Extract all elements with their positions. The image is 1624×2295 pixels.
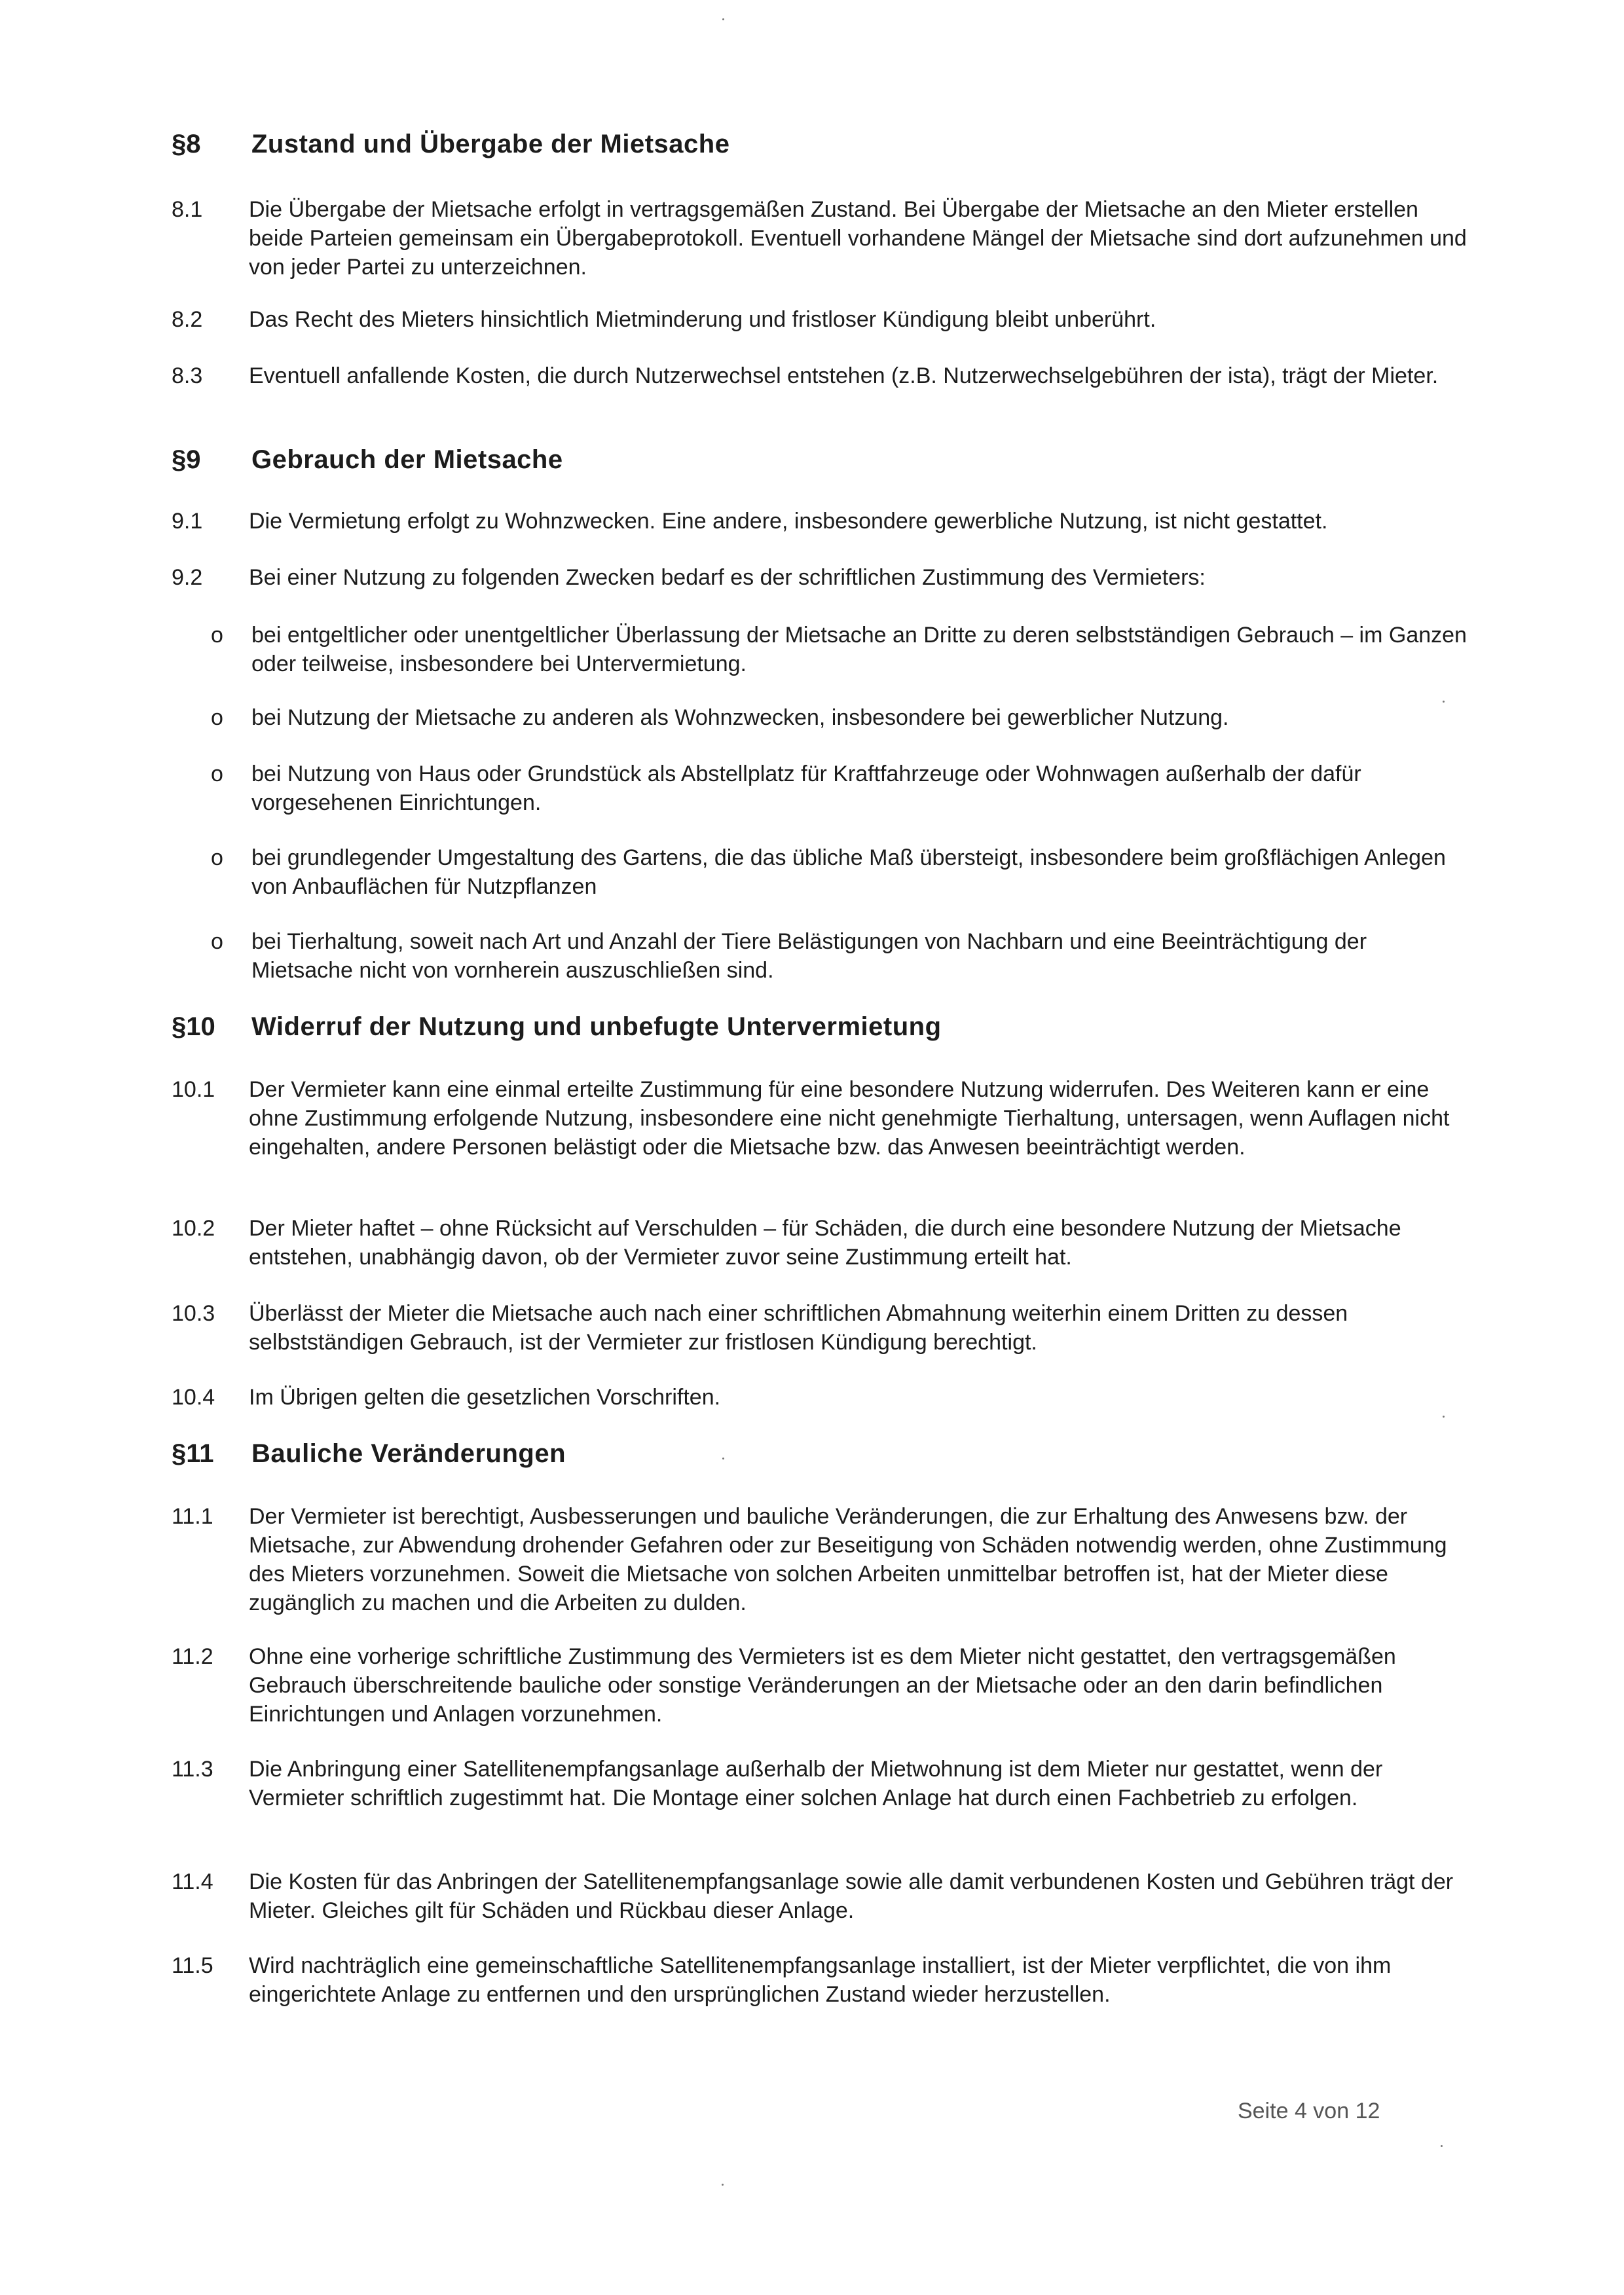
clause-number: 11.3 [172,1757,213,1782]
scan-speck [722,1458,724,1460]
section-title: Widerruf der Nutzung und unbefugte Untervermietung [251,1012,942,1041]
scan-speck [1441,2145,1443,2147]
list-item-text: bei Nutzung der Mietsache zu anderen als Wohnzwecken, insbesondere bei gewerblicher Nutzung. [251,705,1229,730]
clause-number: 8.2 [172,307,203,332]
clause-text: Die Anbringung einer Satellitenempfangsanlage außerhalb der Mietwohnung ist dem Mieter nur gestattet, wenn der Vermieter schriftlich zugestimmt hat. Die Montage einer solchen Anlage hat durch einen Fachbetrieb zu erfolgen. [249,1757,1383,1810]
clause-text: Bei einer Nutzung zu folgenden Zwecken bedarf es der schriftlichen Zustimmung des Vermieters: [249,565,1206,590]
bullet-marker: o [211,623,223,648]
list-item-text: bei Nutzung von Haus oder Grundstück als Abstellplatz für Kraftfahrzeuge oder Wohnwagen außerhalb der dafür vorgesehenen Einrichtungen. [251,762,1361,815]
clause-11-1 [172,1502,1481,1617]
section-title: Zustand und Übergabe der Mietsache [251,130,730,158]
clause-number: 9.2 [172,565,203,590]
clause-8-3 [172,361,1481,390]
section-heading-8 [172,130,729,159]
section-number: §8 [172,130,201,158]
list-item [211,703,1494,732]
page-number: Seite 4 von 12 [1238,2099,1380,2123]
bullet-marker: o [211,929,223,954]
clause-11-4 [172,1867,1481,1925]
clause-text: Wird nachträglich eine gemeinschaftliche Satellitenempfangsanlage installiert, ist der Mieter verpflichtet, die von ihm eingerichtete Anlage zu entfernen und den ursprünglichen Zustand wieder herzustellen. [249,1953,1392,2007]
clause-text: Der Mieter haftet – ohne Rücksicht auf Verschulden – für Schäden, die durch eine besondere Nutzung der Mietsache entstehen, unabhängig davon, ob der Vermieter zuvor seine Zustimmung erteilt hat. [249,1216,1401,1270]
clause-number: 10.1 [172,1077,215,1102]
clause-text: Im Übrigen gelten die gesetzlichen Vorschriften. [249,1385,721,1410]
scan-speck [722,2184,724,2186]
bullet-marker: o [211,705,223,730]
clause-text: Die Übergabe der Mietsache erfolgt in vertragsgemäßen Zustand. Bei Übergabe der Mietsache an den Mieter erstellen beide Parteien gemeinsam ein Übergabeprotokoll. Eventuell vorhandene Mängel der Mietsache sind dort aufzunehmen und von jeder Partei zu unterzeichnen. [249,197,1467,280]
clause-number: 8.1 [172,197,203,222]
section-heading-11 [172,1439,566,1469]
clause-number: 8.3 [172,363,203,388]
clause-number: 11.1 [172,1504,213,1529]
clause-8-1 [172,195,1481,282]
section-title: Bauliche Veränderungen [251,1439,566,1468]
clause-text: Das Recht des Mieters hinsichtlich Mietminderung und fristloser Kündigung bleibt unberührt. [249,307,1156,332]
list-item [211,760,1494,817]
clause-10-2 [172,1214,1481,1272]
clause-text: Der Vermieter kann eine einmal erteilte Zustimmung für eine besondere Nutzung widerrufen. Des Weiteren kann er eine ohne Zustimmung erfolgende Nutzung, insbesondere eine nicht genehmigte Tierhaltung, untersagen, wenn Auflagen nicht eingehalten, andere Personen belästigt oder die Mietsache bzw. das Anwesen beeinträchtigt werden. [249,1077,1450,1160]
scan-speck [722,18,724,20]
clause-text: Die Vermietung erfolgt zu Wohnzwecken. Eine andere, insbesondere gewerbliche Nutzung, ist nicht gestattet. [249,509,1328,534]
clause-number: 10.2 [172,1216,215,1241]
clause-text: Überlässt der Mieter die Mietsache auch nach einer schriftlichen Abmahnung weiterhin einem Dritten zu dessen selbstständigen Gebrauch, ist der Vermieter zur fristlosen Kündigung berechtigt. [249,1301,1348,1355]
list-item-text: bei grundlegender Umgestaltung des Gartens, die das übliche Maß übersteigt, insbesondere beim großflächigen Anlegen von Anbauflächen für Nutzpflanzen [251,845,1446,899]
list-item [211,843,1494,901]
clause-11-2 [172,1642,1481,1729]
bullet-marker: o [211,845,223,870]
clause-number: 10.4 [172,1385,215,1410]
section-heading-9 [172,445,563,475]
clause-9-2 [172,563,1481,592]
section-number: §10 [172,1012,215,1041]
clause-number: 11.4 [172,1869,213,1894]
section-title: Gebrauch der Mietsache [251,445,563,474]
scan-speck [1443,1416,1445,1418]
clause-9-1 [172,507,1481,536]
clause-number: 9.1 [172,509,203,534]
clause-text: Eventuell anfallende Kosten, die durch Nutzerwechsel entstehen (z.B. Nutzerwechselgebühren der ista), trägt der Mieter. [249,363,1439,388]
section-heading-10 [172,1012,942,1042]
clause-text: Ohne eine vorherige schriftliche Zustimmung des Vermieters ist es dem Mieter nicht gestattet, den vertragsgemäßen Gebrauch überschreitende bauliche oder sonstige Veränderungen an der Mietsache oder an den darin befindlichen Einrichtungen und Anlagen vorzunehmen. [249,1644,1396,1727]
list-item-text: bei Tierhaltung, soweit nach Art und Anzahl der Tiere Belästigungen von Nachbarn und eine Beeinträchtigung der Mietsache nicht von vornherein auszuschließen sind. [251,929,1367,983]
clause-11-3 [172,1755,1481,1812]
clause-10-1 [172,1075,1481,1162]
list-item-text: bei entgeltlicher oder unentgeltlicher Überlassung der Mietsache an Dritte zu deren selbstständigen Gebrauch – im Ganzen oder teilweise, insbesondere bei Untervermietung. [251,623,1467,676]
section-number: §9 [172,445,201,474]
bullet-marker: o [211,762,223,786]
clause-number: 11.2 [172,1644,213,1669]
list-item [211,927,1494,985]
clause-10-3 [172,1299,1481,1357]
clause-text: Der Vermieter ist berechtigt, Ausbesserungen und bauliche Veränderungen, die zur Erhaltung des Anwesens bzw. der Mietsache, zur Abwendung drohender Gefahren oder zur Beseitigung von Schäden notwendig werden, ohne Zustimmung des Mieters vorzunehmen. Soweit die Mietsache von solchen Arbeiten unmittelbar betroffen ist, hat der Mieter diese zugänglich zu machen und die Arbeiten zu dulden. [249,1504,1447,1615]
section-number: §11 [172,1439,214,1468]
clause-8-2 [172,305,1481,334]
clause-number: 10.3 [172,1301,215,1326]
clause-10-4 [172,1383,1481,1412]
clause-text: Die Kosten für das Anbringen der Satellitenempfangsanlage sowie alle damit verbundenen Kosten und Gebühren trägt der Mieter. Gleiches gilt für Schäden und Rückbau dieser Anlage. [249,1869,1454,1923]
scan-speck [1443,701,1445,703]
clause-11-5 [172,1951,1481,2009]
clause-number: 11.5 [172,1953,213,1978]
list-item [211,621,1494,678]
